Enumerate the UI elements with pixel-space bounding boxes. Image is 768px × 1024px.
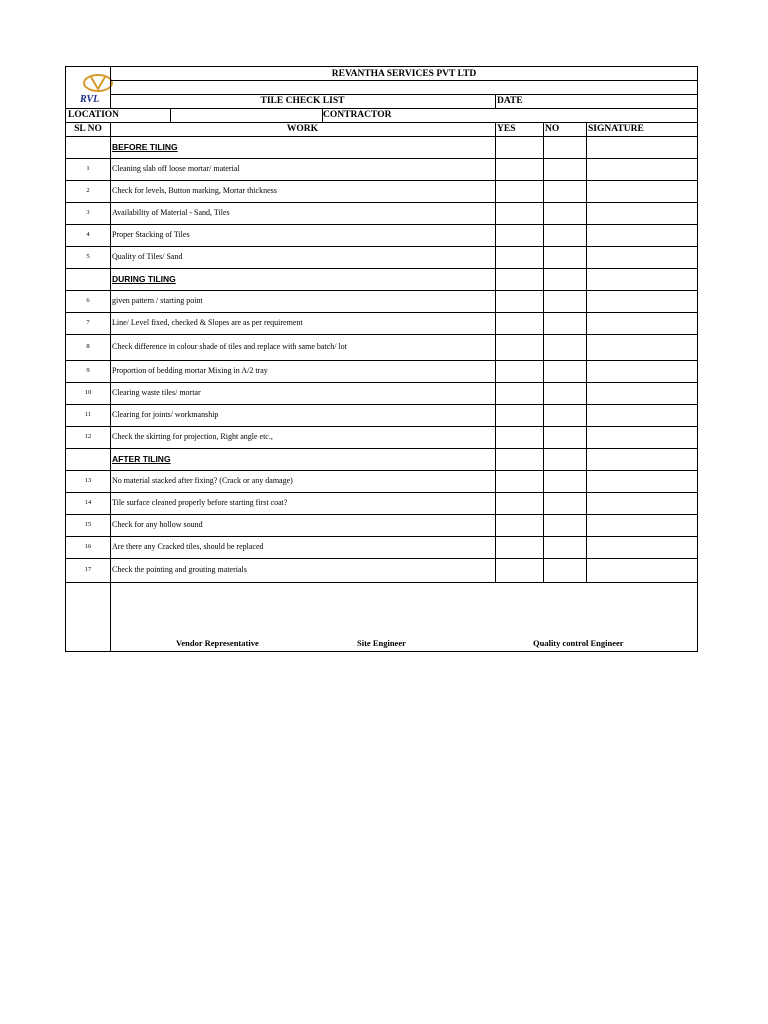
row-work-text: Check difference in colour shade of tiles and replace with same batch/ lot bbox=[112, 342, 347, 351]
grid-line bbox=[66, 404, 697, 405]
header-sl-no: SL NO bbox=[74, 124, 102, 134]
grid-line bbox=[66, 108, 697, 109]
row-signature-cell[interactable] bbox=[587, 158, 699, 180]
row-no-cell[interactable] bbox=[544, 202, 587, 224]
row-work-text: Check the pointing and grouting materials bbox=[112, 565, 247, 574]
row-work-text: Clearing for joints/ workmanship bbox=[112, 410, 219, 419]
row-number: 6 bbox=[86, 297, 90, 304]
row-number: 13 bbox=[84, 477, 92, 484]
row-no-cell[interactable] bbox=[544, 158, 587, 180]
grid-line bbox=[66, 582, 697, 583]
row-no-cell[interactable] bbox=[544, 536, 587, 558]
row-work-text: Line/ Level fixed, checked & Slopes are as per requirement bbox=[112, 318, 303, 327]
row-signature-cell[interactable] bbox=[587, 224, 699, 246]
row-yes-cell[interactable] bbox=[496, 558, 544, 582]
contractor-label: CONTRACTOR bbox=[323, 110, 392, 120]
grid-line bbox=[66, 158, 697, 159]
grid-line bbox=[66, 268, 697, 269]
row-work-text: Quality of Tiles/ Sand bbox=[112, 252, 183, 261]
row-yes-cell[interactable] bbox=[496, 470, 544, 492]
row-no-cell[interactable] bbox=[544, 492, 587, 514]
signature-vendor: Vendor Representative bbox=[176, 638, 259, 648]
row-yes-cell[interactable] bbox=[496, 360, 544, 382]
row-number: 16 bbox=[84, 543, 92, 550]
row-number: 5 bbox=[86, 253, 90, 260]
row-signature-cell[interactable] bbox=[587, 558, 699, 582]
row-no-cell[interactable] bbox=[544, 224, 587, 246]
row-number: 3 bbox=[86, 209, 90, 216]
location-label: LOCATION bbox=[68, 110, 120, 120]
grid-line bbox=[322, 108, 323, 122]
row-signature-cell[interactable] bbox=[587, 404, 699, 426]
grid-line bbox=[170, 108, 171, 122]
grid-line bbox=[66, 514, 697, 515]
row-yes-cell[interactable] bbox=[496, 426, 544, 448]
grid-line bbox=[66, 290, 697, 291]
grid-line bbox=[66, 360, 697, 361]
row-work-text: Check the skirting for projection, Right angle etc., bbox=[112, 432, 273, 441]
row-work-text: Availability of Material - Sand, Tiles bbox=[112, 208, 230, 217]
grid-line bbox=[66, 122, 697, 123]
row-work-text: Check for any hollow sound bbox=[112, 520, 203, 529]
grid-line bbox=[495, 94, 496, 108]
row-number: 1 bbox=[86, 165, 90, 172]
form-title: TILE CHECK LIST bbox=[260, 96, 345, 106]
logo-text: RVL bbox=[80, 94, 100, 105]
grid-line bbox=[66, 312, 697, 313]
row-work-text: Tile surface cleaned properly before starting first coat? bbox=[112, 498, 288, 507]
grid-line bbox=[66, 136, 697, 137]
grid-line bbox=[66, 448, 697, 449]
row-number: 8 bbox=[86, 343, 90, 350]
contractor-field[interactable] bbox=[497, 108, 697, 122]
signature-quality-engineer: Quality control Engineer bbox=[533, 638, 624, 648]
row-yes-cell[interactable] bbox=[496, 246, 544, 268]
row-signature-cell[interactable] bbox=[587, 470, 699, 492]
grid-line bbox=[66, 382, 697, 383]
row-no-cell[interactable] bbox=[544, 514, 587, 536]
row-signature-cell[interactable] bbox=[587, 426, 699, 448]
location-field[interactable] bbox=[171, 108, 321, 122]
row-work-text: Clearing waste tiles/ mortar bbox=[112, 388, 201, 397]
row-signature-cell[interactable] bbox=[587, 180, 699, 202]
company-name: REVANTHA SERVICES PVT LTD bbox=[331, 69, 477, 79]
grid-line bbox=[543, 122, 544, 582]
row-work-text: No material stacked after fixing? (Crack or any damage) bbox=[112, 476, 293, 485]
row-number: 12 bbox=[84, 433, 92, 440]
row-no-cell[interactable] bbox=[544, 180, 587, 202]
header-no: NO bbox=[545, 124, 560, 134]
row-yes-cell[interactable] bbox=[496, 536, 544, 558]
row-work-text: Are there any Cracked tiles, should be replaced bbox=[112, 542, 264, 551]
row-number: 15 bbox=[84, 521, 92, 528]
row-signature-cell[interactable] bbox=[587, 334, 699, 360]
row-yes-cell[interactable] bbox=[496, 334, 544, 360]
grid-line bbox=[66, 558, 697, 559]
row-yes-cell[interactable] bbox=[496, 382, 544, 404]
date-label: DATE bbox=[497, 96, 523, 106]
header-yes: YES bbox=[497, 124, 516, 134]
grid-line bbox=[110, 94, 697, 95]
section-heading: BEFORE TILING bbox=[112, 142, 178, 152]
grid-line bbox=[110, 80, 697, 81]
row-signature-cell[interactable] bbox=[587, 202, 699, 224]
row-no-cell[interactable] bbox=[544, 470, 587, 492]
row-no-cell[interactable] bbox=[544, 360, 587, 382]
row-yes-cell[interactable] bbox=[496, 202, 544, 224]
row-no-cell[interactable] bbox=[544, 290, 587, 312]
grid-line bbox=[66, 180, 697, 181]
row-no-cell[interactable] bbox=[544, 382, 587, 404]
row-signature-cell[interactable] bbox=[587, 492, 699, 514]
row-no-cell[interactable] bbox=[544, 334, 587, 360]
row-number: 4 bbox=[86, 231, 90, 238]
row-no-cell[interactable] bbox=[544, 404, 587, 426]
row-yes-cell[interactable] bbox=[496, 492, 544, 514]
row-work-text: Proportion of bedding mortar Mixing in A/2 tray bbox=[112, 366, 268, 375]
section-heading: AFTER TILING bbox=[112, 454, 171, 464]
row-yes-cell[interactable] bbox=[496, 404, 544, 426]
row-number: 11 bbox=[84, 411, 92, 418]
row-number: 2 bbox=[86, 187, 90, 194]
row-number: 14 bbox=[84, 499, 92, 506]
row-work-text: given pattern / starting point bbox=[112, 296, 203, 305]
section-heading: DURING TILING bbox=[112, 274, 176, 284]
row-no-cell[interactable] bbox=[544, 246, 587, 268]
row-yes-cell[interactable] bbox=[496, 312, 544, 334]
grid-line bbox=[66, 536, 697, 537]
header-signature: SIGNATURE bbox=[588, 124, 644, 134]
row-work-text: Proper Stacking of Tiles bbox=[112, 230, 190, 239]
checklist-sheet bbox=[65, 66, 698, 652]
grid-line bbox=[66, 334, 697, 335]
grid-line bbox=[66, 470, 697, 471]
row-yes-cell[interactable] bbox=[496, 180, 544, 202]
grid-line bbox=[66, 426, 697, 427]
row-signature-cell[interactable] bbox=[587, 312, 699, 334]
row-yes-cell[interactable] bbox=[496, 224, 544, 246]
row-work-text: Check for levels, Button marking, Mortar thickness bbox=[112, 186, 277, 195]
grid-line bbox=[66, 224, 697, 225]
row-signature-cell[interactable] bbox=[587, 246, 699, 268]
row-number: 10 bbox=[84, 389, 92, 396]
row-signature-cell[interactable] bbox=[587, 360, 699, 382]
row-no-cell[interactable] bbox=[544, 426, 587, 448]
row-number: 7 bbox=[86, 319, 90, 326]
grid-line bbox=[66, 492, 697, 493]
row-work-text: Cleaning slab off loose mortar/ material bbox=[112, 164, 240, 173]
grid-line bbox=[66, 202, 697, 203]
grid-line bbox=[495, 122, 496, 582]
row-number: 9 bbox=[86, 367, 90, 374]
row-signature-cell[interactable] bbox=[587, 514, 699, 536]
row-signature-cell[interactable] bbox=[587, 290, 699, 312]
header-work: WORK bbox=[286, 124, 319, 134]
row-no-cell[interactable] bbox=[544, 558, 587, 582]
grid-line bbox=[586, 122, 587, 582]
row-signature-cell[interactable] bbox=[587, 536, 699, 558]
grid-line bbox=[110, 122, 111, 651]
grid-line bbox=[66, 246, 697, 247]
row-signature-cell[interactable] bbox=[587, 382, 699, 404]
grid-line bbox=[110, 67, 111, 108]
row-yes-cell[interactable] bbox=[496, 158, 544, 180]
row-number: 17 bbox=[84, 566, 92, 573]
row-yes-cell[interactable] bbox=[496, 514, 544, 536]
row-no-cell[interactable] bbox=[544, 312, 587, 334]
row-yes-cell[interactable] bbox=[496, 290, 544, 312]
signature-site-engineer: Site Engineer bbox=[357, 638, 406, 648]
